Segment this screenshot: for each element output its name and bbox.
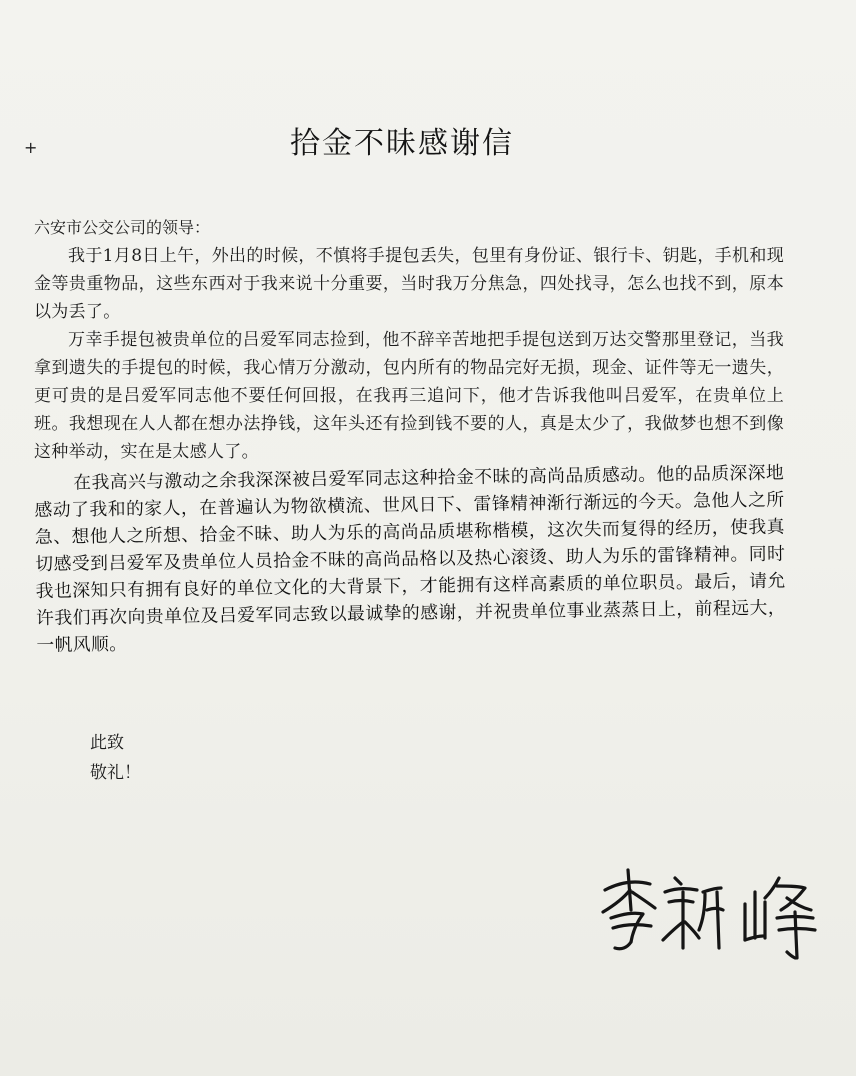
salutation: 六安市公交公司的领导： (34, 218, 211, 237)
paragraph-3: 在我高兴与激动之余我深深被吕爱军同志这种拾金不昧的高尚品质感动。他的品质深深地感动了我和的家人，在普遍认为物欲横流、世风日下、雷锋精神渐行渐远的今天。急他人之所急、想他人之所想、拾金不昧、助人为乐的高尚品质堪称楷模，这次失而复得的经历，使我真切感受到吕爱军及贵单位人员拾金不昧的高尚品格以及热心滚烫、助人为乐的雷锋精神。同时我也深知只有拥有良好的单位文化的大背景下，才能拥有这样高素质的单位职员。最后，请允许我们再次向贵单位及吕爱军同志致以最诚挚的感谢，并祝贵单位事业蒸蒸日上，前程远大，一帆风顺。 (34, 462, 787, 656)
crosshair-mark: + (24, 138, 38, 157)
letter-title: 拾金不昧感谢信 (290, 126, 514, 161)
paragraph-1: 我于1月8日上午，外出的时候，不慎将手提包丢失，包里有身份证、银行卡、钥匙，手机和现金等贵重物品，这些东西对于我来说十分重要，当时我万分焦急，四处找寻，怎么也找不到，原本以为丢了。 (34, 246, 784, 322)
closing-line-2: 敬礼！ (90, 763, 141, 783)
letter-body (34, 214, 787, 659)
paragraph-2: 万幸手提包被贵单位的吕爱军同志捡到，他不辞辛苦地把手提包送到万达交警那里登记，当我拿到遗失的手提包的时候，我心情万分激动，包内所有的物品完好无损，现金、证件等无一遗失，更可贵的是吕爱军同志他不要任何回报，在我再三追问下，他才告诉我他叫吕爱军，在贵单位上班。我想现在人人都在想办法挣钱，这年头还有捡到钱不要的人，真是太少了，我做梦也想不到像这种举动，实在是太感人了。 (34, 330, 784, 462)
handwritten-signature (595, 852, 835, 962)
closing-line-1: 此致 (90, 733, 124, 753)
closing-block (90, 728, 141, 788)
